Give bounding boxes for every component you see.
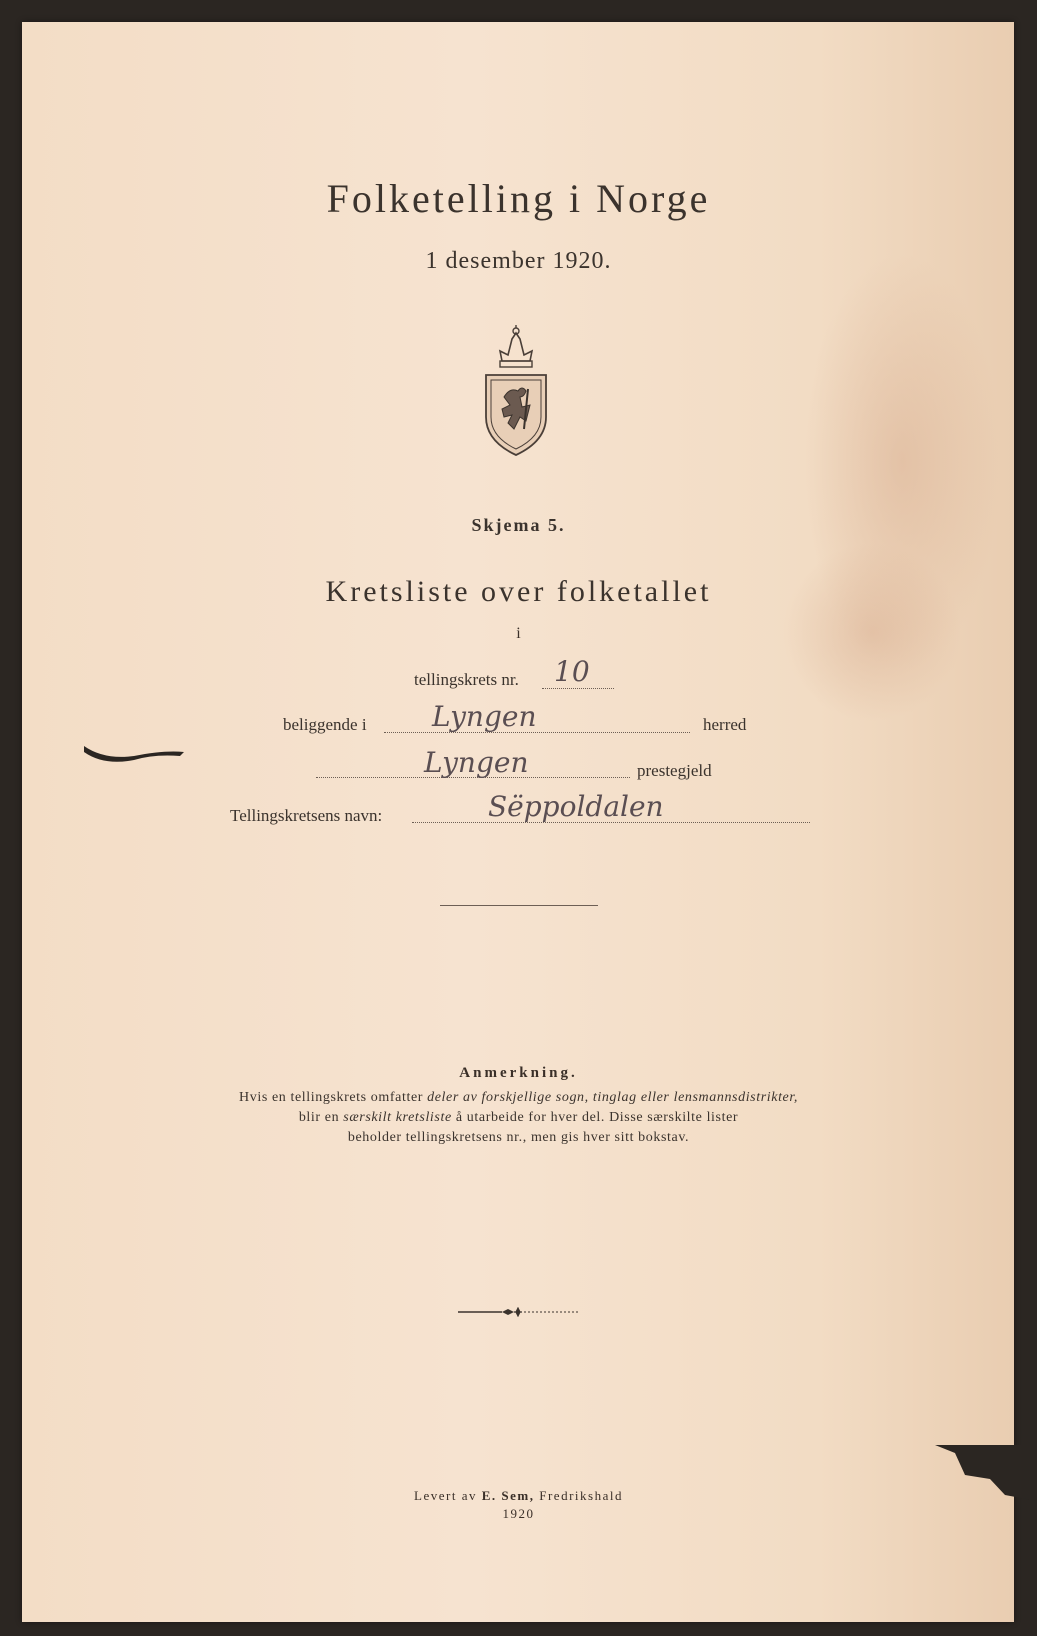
district-name-value: Sëppoldalen xyxy=(488,790,664,823)
divider-rule xyxy=(440,905,598,906)
ornament-divider-icon xyxy=(458,1307,578,1317)
parish-label: prestegjeld xyxy=(637,761,712,780)
printer-year: 1920 xyxy=(502,1506,535,1521)
document-title: Folketelling i Norge xyxy=(326,176,711,221)
census-date: 1 desember 1920. xyxy=(425,248,612,274)
location-label: beliggende i xyxy=(283,715,367,734)
note-emphasis: særskilt kretsliste xyxy=(343,1110,452,1125)
norwegian-coat-of-arms-icon xyxy=(480,325,552,457)
printer-credit xyxy=(0,1488,1037,1504)
printer-name: E. Sem, xyxy=(481,1488,535,1503)
printer-text: Levert av xyxy=(414,1488,482,1503)
form-heading: Kretsliste over folketallet xyxy=(325,575,712,608)
district-number-value: 10 xyxy=(554,655,590,688)
note-line-2 xyxy=(0,1110,1037,1126)
parish-value: Lyngen xyxy=(424,746,529,779)
note-line-1 xyxy=(0,1090,1037,1106)
herred-label: herred xyxy=(703,715,747,734)
paper-tear-icon xyxy=(935,1445,1037,1505)
district-number-label: tellingskrets nr. xyxy=(414,670,519,689)
printer-place: Fredrikshald xyxy=(534,1488,623,1503)
note-text: Hvis en tellingskrets omfatter xyxy=(239,1090,428,1105)
note-emphasis: deler av forskjellige sogn, tinglag eller lensmannsdistrikter, xyxy=(427,1090,798,1105)
location-value: Lyngen xyxy=(432,700,537,733)
location-line xyxy=(384,732,690,733)
paper-tear-icon xyxy=(84,738,214,768)
note-text: blir en xyxy=(298,1110,344,1125)
note-text: å utarbeide for hver del. Disse særskilte lister xyxy=(451,1110,739,1125)
connector-word: i xyxy=(516,625,521,642)
schema-number: Skjema 5. xyxy=(471,515,566,535)
note-heading: Anmerkning. xyxy=(459,1065,578,1081)
note-line-3: beholder tellingskretsens nr., men gis hver sitt bokstav. xyxy=(347,1130,690,1145)
district-number-line xyxy=(542,688,614,689)
district-name-label: Tellingskretsens navn: xyxy=(230,806,383,825)
